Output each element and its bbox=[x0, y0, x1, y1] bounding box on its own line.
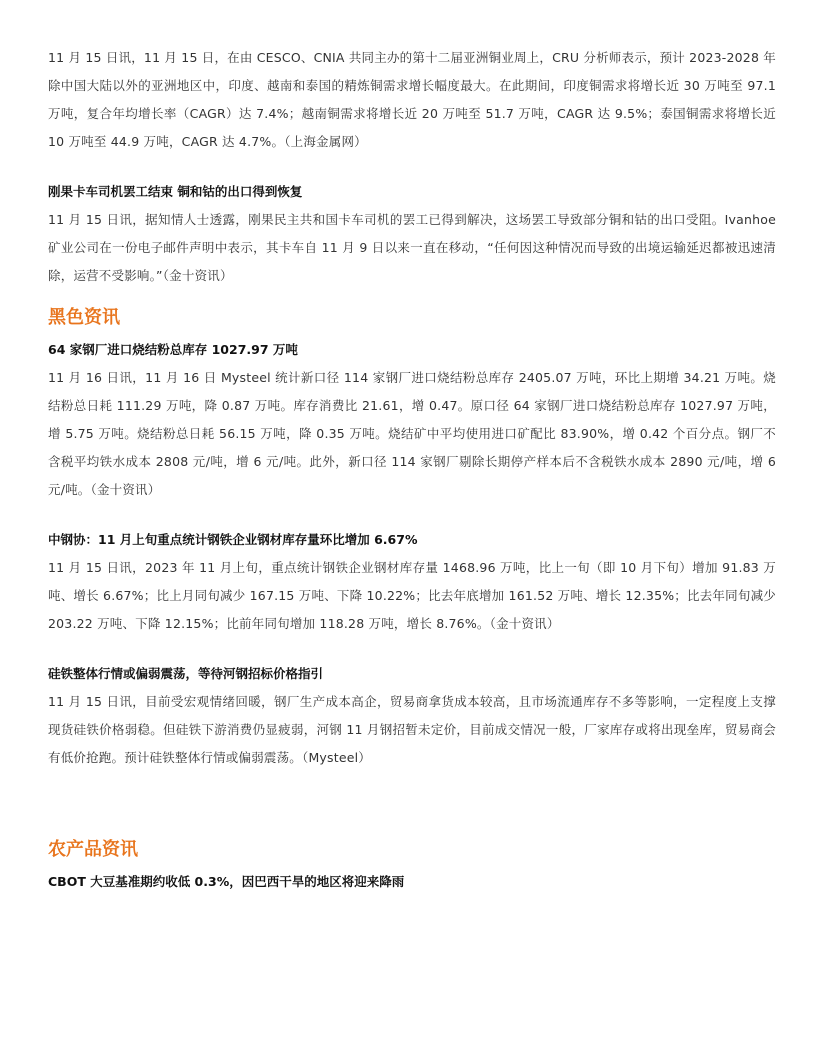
congo-strike-body: 11 月 15 日讯，据知情人士透露，刚果民主共和国卡车司机的罢工已得到解决，这场罢工导致部分铜和钴的出口受阻。Ivanhoe 矿业公司在一份电子邮件声明中表示，其卡车自 11 月 9 日以来一直在移动，“任何因这种情况而导致的出境运输延迟都被迅速清除，运营不受影响。”（金十资讯） bbox=[48, 212, 776, 283]
steel-inventory-title: 中钢协：11 月上旬重点统计钢铁企业钢材库存量环比增加 6.67% bbox=[48, 532, 418, 547]
copper-demand-body: 11 月 15 日讯，11 月 15 日，在由 CESCO、CNIA 共同主办的第十二届亚洲铜业周上，CRU 分析师表示，预计 2023-2028 年除中国大陆以外的亚洲地区中，印度、越南和泰国的精炼铜需求增长幅度最大。在此期间，印度铜需求将增长近 30 万吨至 97.1 万吨，复合年均增长率（CAGR）达 7.4%；越南铜需求将增长近 20 万吨至 51.7 万吨，CAGR 达 9.5%；泰国铜需求将增长近 10 万吨至 44.9 万吨，CAGR 达 4.7%。（上海金属网） bbox=[48, 50, 776, 149]
congo-strike-title: 刚果卡车司机罢工结束 铜和钴的出口得到恢复 bbox=[48, 184, 303, 199]
sinter-inventory-body: 11 月 16 日讯，11 月 16 日 Mysteel 统计新口径 114 家钢厂进口烧结粉总库存 2405.07 万吨，环比上期增 34.21 万吨。烧结粉总日耗 111.29 万吨，降 0.87 万吨。库存消费比 21.61，增 0.47。原口径 64 家钢厂进口烧结粉总库存 1027.97 万吨，增 5.75 万吨。烧结粉总日耗 56.15 万吨，降 0.35 万吨。烧结矿中平均使用进口矿配比 83.90%，增 0.42 个百分点。钢厂不含税平均铁水成本 2808 元/吨，增 6 元/吨。此外，新口径 114 家钢厂剔除长期停产样本后不含税铁水成本 2890 元/吨，增 6 元/吨。（金十资讯） bbox=[48, 370, 776, 497]
steel-inventory-body: 11 月 15 日讯，2023 年 11 月上旬，重点统计钢铁企业钢材库存量 1468.96 万吨，比上一旬（即 10 月下旬）增加 91.83 万吨、增长 6.67%；比上月同旬减少 167.15 万吨、下降 10.22%；比去年底增加 161.52 万吨、增长 12.35%；比去年同旬减少 203.22 万吨、下降 12.15%；比前年同旬增加 118.28 万吨，增长 8.76%。（金十资讯） bbox=[48, 560, 776, 631]
document-page bbox=[48, 44, 776, 896]
cbot-soy-title: CBOT 大豆基准期约收低 0.3%，因巴西干旱的地区将迎来降雨 bbox=[48, 874, 405, 889]
black-section-title: 黑色资讯 bbox=[48, 307, 120, 328]
sinter-inventory-title: 64 家钢厂进口烧结粉总库存 1027.97 万吨 bbox=[48, 342, 298, 357]
ferrosilicon-title: 硅铁整体行情或偏弱震荡，等待河钢招标价格指引 bbox=[48, 666, 324, 681]
ferrosilicon-body: 11 月 15 日讯，目前受宏观情绪回暖，钢厂生产成本高企，贸易商拿货成本较高，且市场流通库存不多等影响，一定程度上支撑现货硅铁价格弱稳。但硅铁下游消费仍显疲弱，河钢 11 月钢招暂未定价，目前成交情况一般，厂家库存或将出现垒库，贸易商会有低价抢跑。预计硅铁整体行情或偏弱震荡。（Mysteel） bbox=[48, 694, 776, 765]
agri-section-title: 农产品资讯 bbox=[48, 839, 138, 860]
